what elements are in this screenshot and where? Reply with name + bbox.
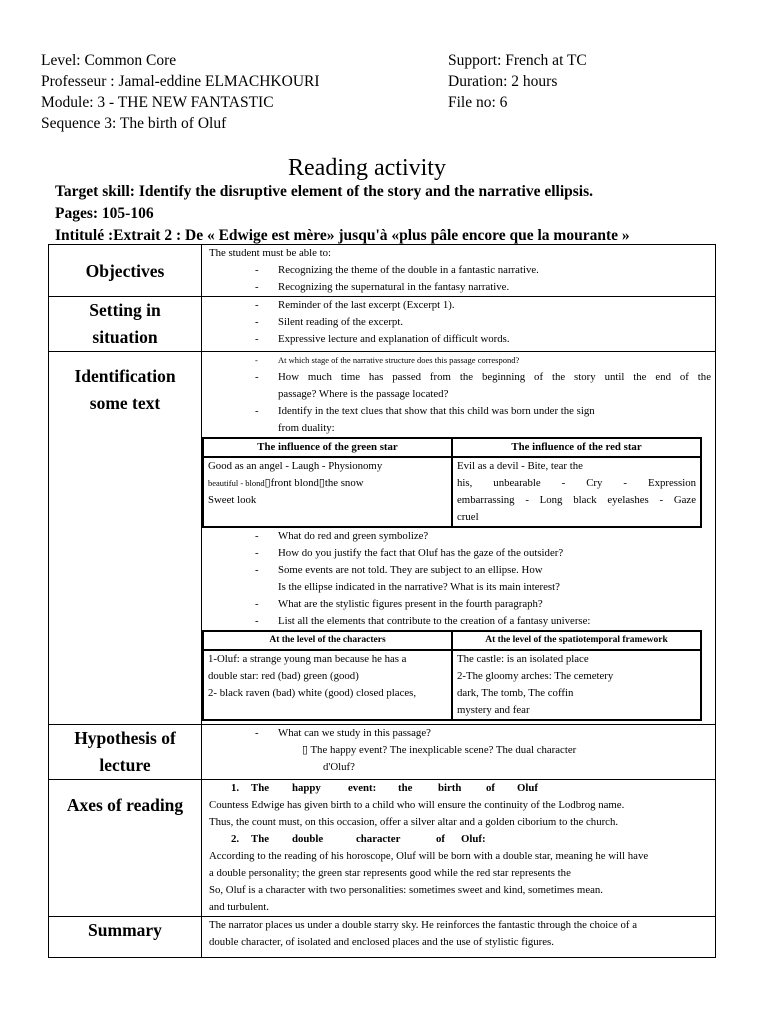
level-text: Level: Common Core — [41, 52, 177, 69]
characters-line: 1-Oluf: a strange young man because he has a — [208, 653, 407, 665]
module-text: Module: 3 - THE NEW FANTASTIC — [41, 94, 274, 111]
setting-item: - Expressive lecture and explanation of difficult words. — [209, 331, 715, 348]
axis-heading-word: birth — [438, 782, 462, 794]
hypothesis-label-line2: lecture — [99, 755, 151, 775]
fantasy-level-table — [202, 630, 702, 721]
axis-heading-word: The — [251, 833, 269, 845]
hypothesis-answer-line2: d'Oluf? — [323, 761, 355, 773]
question-fantasy-elements: - List all the elements that contribute to the creation of a fantasy universe: — [209, 613, 715, 630]
green-star-cell — [203, 457, 452, 527]
red-star-line: Evil as a devil - Bite, tear the — [457, 460, 583, 472]
axis-heading-word: of — [436, 833, 445, 845]
axis-heading-word: of — [486, 782, 495, 794]
red-star-cell — [452, 457, 701, 527]
objectives-intro: The student must be able to: — [209, 247, 332, 259]
professeur-text: Professeur : Jamal-eddine ELMACHKOURI — [41, 73, 320, 90]
axes-label-cell — [49, 780, 202, 917]
green-star-line: Sweet look — [208, 494, 257, 506]
axis-heading-number: 1. — [231, 782, 240, 794]
hypothesis-label-line1: Hypothesis of — [74, 728, 176, 748]
question-time-passed — [209, 369, 715, 386]
summary-content — [202, 917, 716, 958]
hypothesis-answer-text: The happy event? The inexplicable scene? The dual character — [310, 744, 577, 756]
hypothesis-content — [202, 725, 716, 780]
axis-heading-number: 2. — [231, 833, 240, 845]
objectives-row — [49, 245, 716, 297]
axis-heading-word: character — [356, 833, 401, 845]
red-star-line: cruel — [457, 511, 479, 523]
characters-line: double star: red (bad) green (good) — [208, 670, 359, 682]
hypothesis-question: - What can we study in this passage? — [209, 725, 715, 742]
framework-line: dark, The tomb, The coffin — [457, 687, 574, 699]
green-star-header: The influence of the green star — [203, 438, 452, 457]
missing-glyph-icon: ▯ — [318, 477, 325, 489]
framework-line: mystery and fear — [457, 704, 530, 716]
question-clues-line2: from duality: — [278, 422, 335, 434]
axes-label: Axes of reading — [66, 795, 184, 815]
star-influence-table — [202, 437, 702, 528]
axes-content — [202, 780, 716, 917]
green-star-text: beautiful - blond — [208, 478, 265, 488]
question-stylistic: - What are the stylistic figures present in the fourth paragraph? — [209, 596, 715, 613]
hypothesis-label-cell — [49, 725, 202, 780]
summary-line: The narrator places us under a double starry sky. He reinforces the fantastic through the choice of a — [209, 919, 638, 931]
question-time-line1: - How much time has passed from the beginning of the story until the end of the — [278, 371, 711, 383]
setting-label-line2: situation — [92, 327, 158, 347]
identification-label-line2: some text — [89, 393, 161, 413]
lesson-table — [48, 244, 716, 958]
setting-item: - Reminder of the last excerpt (Excerpt 1). — [209, 297, 715, 314]
sequence-text: Sequence 3: The birth of Oluf — [41, 115, 227, 132]
axis-paragraph-line: and turbulent. — [209, 901, 269, 913]
identification-label-cell — [49, 352, 202, 725]
axis-paragraph-line: So, Oluf is a character with two personalities: sometimes sweet and kind, sometimes mean. — [209, 884, 603, 896]
axis-heading-word: The — [251, 782, 269, 794]
red-star-header: The influence of the red star — [452, 438, 701, 457]
duration-text: Duration: 2 hours — [448, 73, 558, 90]
summary-label-cell — [49, 917, 202, 958]
axis-heading-word: the — [398, 782, 413, 794]
question-symbolize: - What do red and green symbolize? — [209, 528, 715, 545]
axis-paragraph-line: a double personality; the green star represents good while the red star represents the — [209, 867, 571, 879]
identification-label-line1: Identification — [74, 366, 176, 386]
setting-label-line1: Setting in — [89, 300, 161, 320]
green-star-text: front blond — [270, 477, 319, 489]
axis-heading-word: Oluf — [517, 782, 538, 794]
characters-cell — [203, 650, 452, 720]
page-title: Reading activity — [288, 155, 446, 181]
framework-line: 2-The gloomy arches: The cemetery — [457, 670, 614, 682]
support-text: Support: French at TC — [448, 52, 587, 69]
axis-heading-word: happy — [292, 782, 321, 794]
summary-line: double character, of isolated and enclosed places and the use of stylistic figures. — [209, 936, 554, 948]
missing-glyph-icon: ▯ — [302, 744, 311, 756]
setting-item: - Silent reading of the excerpt. — [209, 314, 715, 331]
identification-content — [202, 352, 716, 725]
summary-row — [49, 917, 716, 958]
framework-header: At the level of the spatiotemporal framework — [452, 631, 701, 650]
question-narrative-stage: - At which stage of the narrative structure does this passage correspond? — [209, 352, 715, 369]
question-outsider-gaze: - How do you justify the fact that Oluf has the gaze of the outsider? — [209, 545, 715, 562]
missing-glyph-icon: ▯ — [264, 477, 271, 489]
axis-heading-word: Oluf: — [461, 833, 486, 845]
axis-heading-1 — [209, 780, 715, 797]
objective-item: - Recognizing the supernatural in the fantasy narrative. — [209, 279, 715, 296]
question-ellipse: - Some events are not told. They are subject to an ellipse. How — [209, 562, 715, 579]
green-star-line: Good as an angel - Laugh - Physionomy — [208, 460, 383, 472]
framework-line: The castle: is an isolated place — [457, 653, 589, 665]
intitule-text: Intitulé :Extrait 2 : De « Edwige est mère» jusqu'à «plus pâle encore que la mourante » — [55, 227, 630, 244]
identification-row — [49, 352, 716, 725]
question-time-line2: passage? Where is the passage located? — [278, 388, 449, 400]
characters-header: At the level of the characters — [203, 631, 452, 650]
question-clues: - Identify in the text clues that show that this child was born under the sign — [209, 403, 715, 420]
header-right — [448, 50, 587, 113]
axis-heading-2 — [209, 831, 715, 848]
objectives-label: Objectives — [85, 261, 165, 281]
summary-label: Summary — [88, 920, 162, 940]
axis-heading-word: double — [292, 833, 324, 845]
red-star-line: his, unbearable - Cry - Expression — [457, 477, 696, 489]
setting-label-cell — [49, 297, 202, 352]
question-ellipse-line2: Is the ellipse indicated in the narrative? What is its main interest? — [278, 581, 560, 593]
characters-line: 2- black raven (bad) white (good) closed places, — [208, 687, 417, 699]
target-skill: Target skill: Identify the disruptive element of the story and the narrative ellipsis. — [55, 183, 594, 200]
setting-content — [202, 297, 716, 352]
axis-paragraph-line: According to the reading of his horoscope, Oluf will be born with a double star, meaning he will have — [209, 850, 649, 862]
header-left — [41, 50, 320, 134]
file-number-text: File no: 6 — [448, 94, 508, 111]
hypothesis-answer-line1 — [209, 742, 715, 759]
green-star-line-2 — [208, 475, 447, 492]
axis-paragraph-line: Thus, the count must, on this occasion, offer a silver altar and a golden ciborium to the church. — [209, 816, 619, 828]
framework-cell — [452, 650, 701, 720]
axis-paragraph-line: Countess Edwige has given birth to a child who will ensure the continuity of the Lodbrog name. — [209, 799, 625, 811]
hypothesis-row — [49, 725, 716, 780]
axis-heading-word: event: — [348, 782, 377, 794]
red-star-line: embarrassing - Long black eyelashes - Gaze — [457, 494, 696, 506]
objective-item: - Recognizing the theme of the double in a fantastic narrative. — [209, 262, 715, 279]
objectives-label-cell — [49, 245, 202, 297]
green-star-text: the snow — [324, 477, 364, 489]
setting-row — [49, 297, 716, 352]
axes-row — [49, 780, 716, 917]
pages-text: Pages: 105-106 — [55, 205, 154, 222]
objectives-content — [202, 245, 716, 297]
